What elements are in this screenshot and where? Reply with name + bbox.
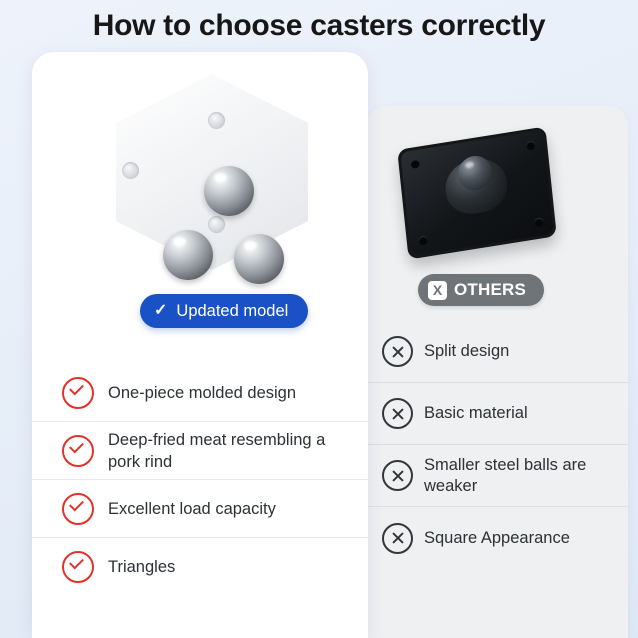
list-item	[366, 321, 628, 383]
x-circle-icon	[382, 398, 413, 429]
featured-card	[32, 52, 368, 638]
list-item	[366, 507, 628, 569]
x-circle-icon	[382, 523, 413, 554]
black-caster-plate-icon	[397, 126, 557, 259]
others-product-image	[366, 106, 628, 276]
x-circle-icon	[382, 460, 413, 491]
updated-model-label: Updated model	[176, 302, 289, 320]
feature-list	[32, 364, 368, 596]
check-circle-icon	[62, 551, 94, 583]
steel-ball-icon	[163, 230, 213, 280]
others-badge	[418, 274, 544, 306]
featured-product-image	[32, 66, 368, 296]
screw-hole-icon	[534, 217, 544, 227]
screw-hole-icon	[526, 140, 536, 150]
updated-model-badge	[140, 294, 308, 328]
check-icon: ✓	[154, 302, 168, 319]
list-item	[32, 538, 368, 596]
screw-hole-icon	[122, 162, 139, 179]
list-item	[32, 422, 368, 480]
others-drawback-list	[366, 321, 628, 569]
page-title: How to choose casters correctly	[92, 9, 546, 42]
drawback-label: Basic material	[424, 404, 528, 422]
check-circle-icon	[62, 493, 94, 525]
others-badge-label: OTHERS	[454, 280, 527, 299]
others-card	[366, 106, 628, 638]
feature-label: Triangles	[108, 558, 176, 576]
list-item	[366, 383, 628, 445]
screw-hole-icon	[410, 159, 420, 169]
x-circle-icon	[382, 336, 413, 367]
drawback-label: Smaller steel balls are weaker	[424, 455, 587, 495]
screw-hole-icon	[418, 235, 428, 245]
screw-hole-icon	[208, 112, 225, 129]
drawback-label: Square Appearance	[424, 528, 570, 547]
feature-label: Excellent load capacity	[108, 499, 276, 518]
check-circle-icon	[62, 377, 94, 409]
check-circle-icon	[62, 435, 94, 467]
x-icon: X	[428, 281, 447, 300]
steel-ball-icon	[204, 166, 254, 216]
list-item	[366, 445, 628, 507]
feature-label: One-piece molded design	[108, 383, 297, 402]
feature-label: Deep-fried meat resembling a pork rind	[108, 430, 326, 471]
screw-hole-icon	[208, 216, 225, 233]
drawback-label: Split design	[424, 342, 510, 360]
steel-ball-icon	[234, 234, 284, 284]
list-item	[32, 364, 368, 422]
list-item	[32, 480, 368, 538]
